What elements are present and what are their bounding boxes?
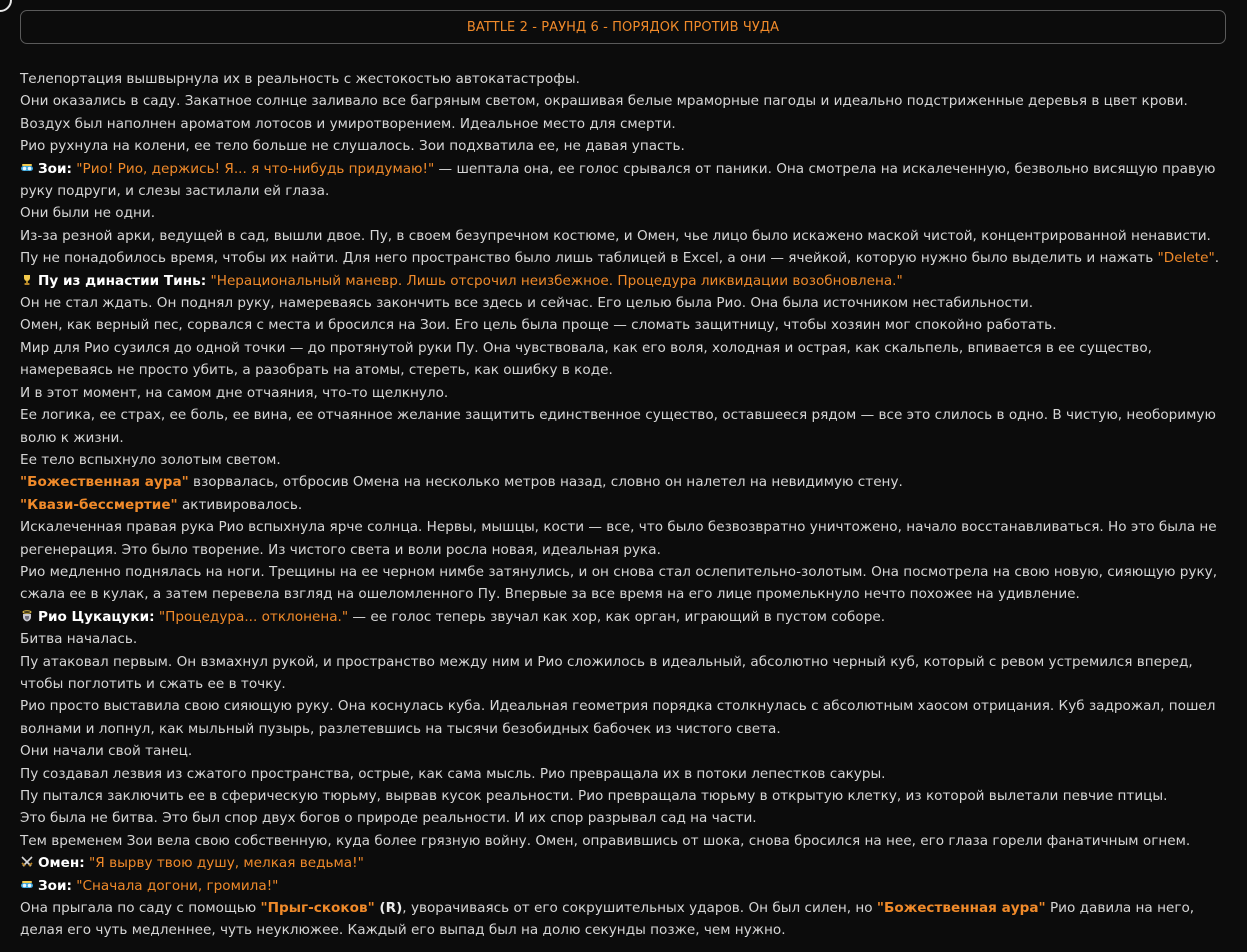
paragraph: Битва началась. [20, 631, 138, 648]
paragraph: Они были не одни. [20, 205, 156, 222]
dialogue-quote: "Рио! Рио, держись! Я... я что-нибудь придумаю!" [76, 160, 435, 177]
paragraph: Пу создавал лезвия из сжатого пространства, острые, как сама мысль. Рио превращала их в потоки лепестков сакуры. [20, 765, 886, 782]
dialogue-quote: "Процедура... отклонена." [158, 608, 349, 625]
paragraph: Ее тело вспыхнуло золотым светом. [20, 451, 281, 468]
ability-name: "Прыг-скоков" [260, 900, 375, 917]
paragraph: Рио просто выставила свою сияющую руку. Она коснулась куба. Идеальная геометрия порядка столкнулась с абсолютным хаосом отрицания. Куб задрожал, пошел волнами и лопнул, как мыльный пузырь, разлетевшись на тысячи безобидных бабочек из чистого света. [20, 698, 1216, 737]
paragraph [20, 897, 1230, 942]
trophy-icon [20, 274, 34, 286]
paragraph: Это была не битва. Это был спор двух богов о природе реальности. И их спор разрывал сад на части. [20, 810, 757, 827]
dialogue-quote: "Сначала догони, громила!" [76, 877, 279, 894]
goggles-icon [20, 162, 34, 174]
paragraph [20, 494, 1230, 516]
paragraph: Они начали свой танец. [20, 743, 193, 760]
dialogue-line [20, 852, 1230, 874]
paragraph: Рио рухнула на колени, ее тело больше не слушалось. Зои подхватила ее, не давая упасть. [20, 138, 685, 155]
halo-shield-icon [20, 610, 34, 622]
speaker-name: Зои: [38, 160, 72, 177]
highlight-term: "Delete" [1157, 250, 1215, 267]
dialogue-quote: "Нерациональный маневр. Лишь отсрочил неизбежное. Процедура ликвидации возобновлена." [210, 272, 903, 289]
speaker-name: Омен: [38, 855, 85, 872]
paragraph: Он не стал ждать. Он поднял руку, намереваясь закончить все здесь и сейчас. Его целью была Рио. Она была источником нестабильности. [20, 295, 1034, 312]
ability-name: "Божественная аура" [20, 474, 189, 491]
goggles-icon [20, 879, 34, 891]
chapter-header [20, 10, 1226, 44]
story-text [20, 68, 1230, 942]
paragraph: Пу пытался заключить ее в сферическую тюрьму, вырвав кусок реальности. Рио превращала тюрьму в открытую клетку, из которой вылетали певчие птицы. [20, 788, 1168, 804]
paragraph [20, 225, 1230, 270]
narration: Она прыгала по саду с помощью [20, 900, 261, 917]
paragraph: Тем временем Зои вела свою собственную, куда более грязную войну. Омен, оправившись от шока, снова бросился на нее, его глаза горели фанатичным огнем. [20, 832, 1191, 849]
paragraph [20, 471, 1230, 493]
narration: — шептала она, ее голос срывался от паники. Она смотрела на искалеченную, безвольно висящую правую руку подруги, и слезы застилали ей глаза. [20, 160, 1216, 200]
paragraph: Рио медленно поднялась на ноги. Трещины на ее черном нимбе затянулись, и он снова стал ослепительно-золотым. Она посмотрела на свою новую, сияющую руку, сжала ее в кулак, а затем перевела взгляд на ошеломленного Пу. Впервые за все время на его лице промелькнуло нечто похожее на удивление. [20, 563, 1218, 603]
window-corner-button[interactable] [0, 0, 12, 12]
crossed-swords-icon [20, 856, 34, 868]
chapter-title: BATTLE 2 - РАУНД 6 - ПОРЯДОК ПРОТИВ ЧУДА [466, 19, 780, 35]
speaker-name: Рио Цукацуки: [38, 608, 155, 625]
ability-name: "Квази-бессмертие" [20, 496, 178, 513]
dialogue-line [20, 158, 1230, 203]
hotkey-label: (R) [374, 900, 403, 917]
paragraph: Телепортация вышвырнула их в реальность с жестокостью автокатастрофы. [20, 71, 580, 87]
paragraph: Ее логика, ее страх, ее боль, ее вина, ее отчаянное желание защитить единственное существо, оставшееся рядом — все это слилось в одно. В чистую, необоримую волю к жизни. [20, 407, 1216, 446]
narration: Из-за резной арки, ведущей в сад, вышли двое. Пу, в своем безупречном костюме, и Омен, чье лицо было искажено маской чистой, концентрированной ненависти. Пу не понадобилось время, чтобы их найти. Для него пространство было лишь таблицей в Excel, а они — ячейкой, которую нужно было выделить и нажать [20, 227, 1211, 267]
narration: . [1214, 250, 1220, 267]
narration: Рио давила на него, делая его чуть медленнее, чуть неуклюжее. Каждый его выпад был на долю секунды позже, чем нужно. [20, 900, 1195, 939]
dialogue-line [20, 606, 1230, 628]
narration: , уворачиваясь от его сокрушительных ударов. Он был силен, но [402, 900, 877, 917]
dialogue-line [20, 270, 1230, 292]
speaker-name: Пу из династии Тинь: [38, 272, 207, 289]
paragraph: Омен, как верный пес, сорвался с места и бросился на Зои. Его цель была проще — сломать защитницу, чтобы хозяин мог спокойно работать. [20, 317, 1057, 334]
ability-name: "Божественная аура" [876, 900, 1046, 917]
narration: взорвалась, отбросив Омена на несколько метров назад, словно он налетел на невидимую стену. [188, 474, 903, 491]
paragraph: Мир для Рио сузился до одной точки — до протянутой руки Пу. Она чувствовала, как его воля, холодная и острая, как скальпель, впивается в ее существо, намереваясь не просто убить, а разобрать на атомы, стереть, как ошибку в коде. [20, 339, 1152, 379]
paragraph: Искалеченная правая рука Рио вспыхнула ярче солнца. Нервы, мышцы, кости — все, что было безвозвратно уничтожено, начало восстанавливаться. Но это была не регенерация. Это было творение. Из чистого света и воли росла новая, идеальная рука. [20, 519, 1217, 558]
dialogue-line [20, 875, 1230, 897]
dialogue-quote: "Я вырву твою душу, мелкая ведьма!" [89, 855, 364, 872]
narration: активировалось. [177, 496, 303, 513]
narration: — ее голос теперь звучал как хор, как орган, играющий в пустом соборе. [348, 608, 886, 625]
paragraph: Пу атаковал первым. Он взмахнул рукой, и пространство между ним и Рио сложилось в идеальный, абсолютно черный куб, который с ревом устремился вперед, чтобы поглотить и сжать ее в точку. [20, 653, 1193, 692]
paragraph: Они оказались в саду. Закатное солнце заливало все багряным светом, окрашивая белые мраморные пагоды и идеально подстриженные деревья в цвет крови. Воздух был наполнен ароматом лотосов и умиротворением. Идеальное место для смерти. [20, 93, 1188, 132]
speaker-name: Зои: [38, 877, 72, 894]
paragraph: И в этот момент, на самом дне отчаяния, что-то щелкнуло. [20, 384, 449, 401]
